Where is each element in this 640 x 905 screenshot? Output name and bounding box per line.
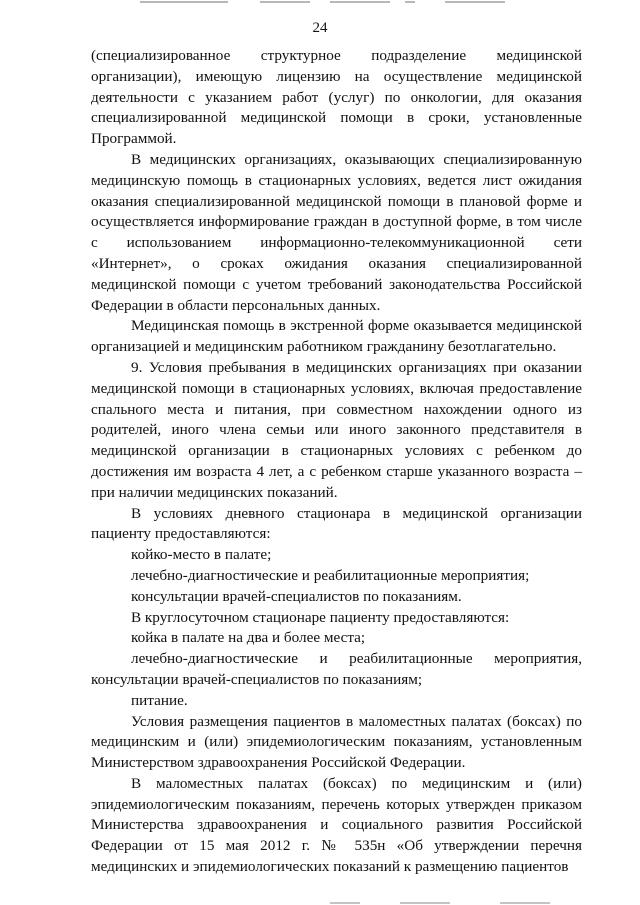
list-item: лечебно-диагностические и реабилитационные мероприятия; [131,566,530,584]
paragraph: В условиях дневного стационара в медицинской организации пациенту предоставляются: [91,504,582,543]
list-item: койко-место в палате; [131,546,272,564]
list-item: консультации врачей-специалистов по показаниям. [131,587,462,605]
paragraph: В маломестных палатах (боксах) по медицинским и (или) эпидемиологическим показаниям, перечень которых утвержден приказом Министерства здравоохранения и социального развития Российской Федерации от 15 мая 2012 г. № 535н «Об утверждении перечня медицинских и эпидемиологических показаний к размещению пациентов [91,774,582,876]
list-item: койка в палате на два и более места; [131,629,366,647]
scan-edge-top [0,0,640,6]
paragraph: 9. Условия пребывания в медицинских организациях при оказании медицинской помощи в стационарных условиях, включая предоставление спального места и питания, при совместном нахождении одного из родителей, иного члена семьи или иного законного представителя в медицинской организации в стационарных условиях с ребенком до достижения им возраста 4 лет, а с ребенком старше указанного возраста – при наличии медицинских показаний. [91,358,582,501]
page-number: 24 [312,20,328,36]
list-item: лечебно-диагностические и реабилитационные мероприятия, консультации врачей-специалистов по показаниям; [91,650,582,688]
scan-edge-bottom [0,899,640,905]
paragraph: Медицинская помощь в экстренной форме оказывается медицинской организацией и медицинским работником гражданину безотлагательно. [91,317,582,356]
document-body [91,46,582,878]
list-item: В круглосуточном стационаре пациенту предоставляются: [131,608,510,626]
paragraph: (специализированное структурное подразделение медицинской организации), имеющую лицензию на осуществление медицинской деятельности с указанием работ (услуг) по онкологии, для оказания специализированной медицинской помощи в сроки, установленные Программой. [91,47,582,148]
paragraph: Условия размещения пациентов в маломестных палатах (боксах) по медицинским и (или) эпидемиологическим показаниям, установленным Министерством здравоохранения Российской Федерации. [91,712,582,772]
paragraph: В медицинских организациях, оказывающих специализированную медицинскую помощь в стационарных условиях, ведется лист ожидания оказания специализированной медицинской помощи в плановой форме и осуществляется информирование граждан в доступной форме, в том числе с использованием информационно-телекоммуникационной сети «Интернет», о сроках ожидания оказания специализированной медицинской помощи с учетом требований законодательства Российской Федерации в области персональных данных. [91,150,582,314]
list-item: питание. [131,691,188,709]
